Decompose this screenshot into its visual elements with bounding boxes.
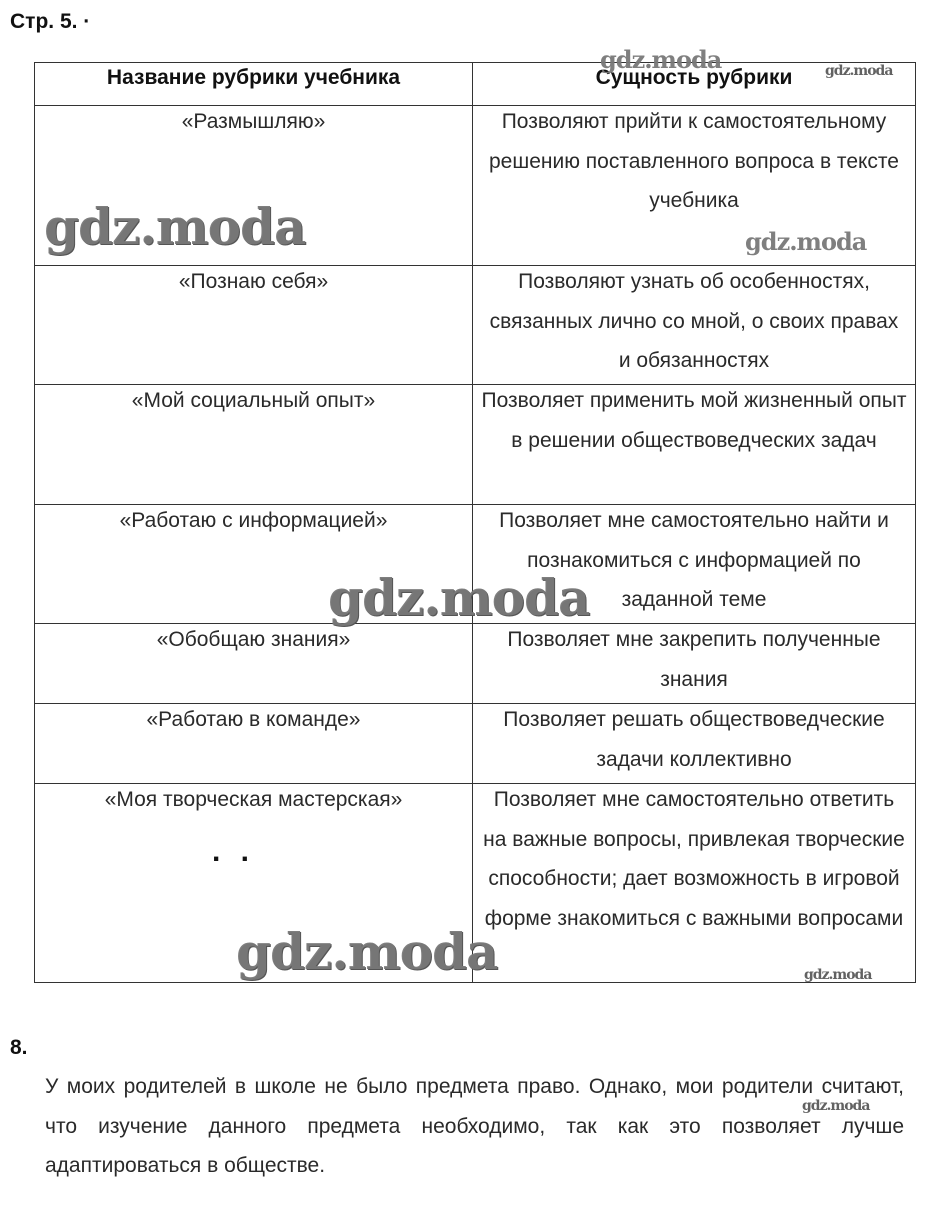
rubric-essence-cell [473, 505, 916, 624]
rubric-name-cell [35, 704, 473, 784]
table-row [35, 106, 916, 266]
rubric-name: «Познаю себя» [178, 270, 329, 293]
rubric-essence-cell [473, 266, 916, 385]
watermark: gdz.moda [745, 227, 867, 256]
rubrics-table [34, 62, 916, 983]
watermark: gdz.moda [44, 197, 306, 256]
watermark: gdz.moda [600, 45, 722, 74]
rubric-name: «Мой социальный опыт» [131, 389, 376, 412]
header-rubric-essence: Сущность рубрики [473, 63, 916, 106]
rubric-essence: Позволяет применить мой жизненный опыт в решении обществоведческих задач [481, 389, 907, 452]
watermark: gdz.moda [804, 967, 872, 983]
table-row [35, 385, 916, 505]
dots-mark: . . [211, 834, 255, 868]
rubric-name-cell [35, 784, 473, 983]
table-row [35, 266, 916, 385]
rubric-essence-cell [473, 385, 916, 505]
rubric-essence: Позволяет мне самостоятельно найти и познакомиться с информацией по заданной теме [499, 509, 889, 611]
rubric-essence: Позволяет решать обществоведческие задачи коллективно [503, 708, 885, 771]
rubric-essence-cell [473, 704, 916, 784]
table-header-row [35, 63, 916, 106]
watermark: gdz.moda [825, 63, 893, 79]
rubric-name-cell [35, 106, 473, 266]
rubric-essence: Позволяет мне закрепить полученные знания [507, 628, 881, 691]
watermark: gdz.moda [236, 922, 498, 981]
rubric-name: «Работаю в команде» [146, 708, 361, 731]
task-answer: У моих родителей в школе не было предмета право. Однако, мои родители считают, что изучение данного предмета необходимо, так как это позволяет лучше адаптироваться в обществе. [45, 1075, 904, 1177]
watermark: gdz.moda [328, 568, 590, 627]
page-label: Стр. 5. · [10, 10, 91, 33]
rubric-essence: Позволяет мне самостоятельно ответить на важные вопросы, привлекая творческие способности; дает возможность в игровой форме знакомиться с важными вопросами [483, 788, 905, 930]
table-row [35, 704, 916, 784]
rubric-essence-cell [473, 784, 916, 983]
rubric-name-cell [35, 385, 473, 505]
table-row [35, 505, 916, 624]
rubric-name-cell [35, 505, 473, 624]
rubric-essence-cell [473, 106, 916, 266]
rubric-name: «Моя творческая мастерская» [104, 788, 403, 811]
rubric-name-cell [35, 624, 473, 704]
watermark: gdz.moda [802, 1098, 870, 1114]
rubric-essence: Позволяют узнать об особенностях, связанных лично со мной, о своих правах и обязанностях [489, 270, 899, 372]
header-rubric-name: Название рубрики учебника [35, 63, 473, 106]
rubric-name: «Работаю с информацией» [119, 509, 388, 532]
table-row [35, 624, 916, 704]
rubric-essence-cell [473, 624, 916, 704]
task-number: 8. [10, 1036, 28, 1059]
rubric-essence: Позволяют прийти к самостоятельному решению поставленного вопроса в тексте учебника [489, 110, 899, 212]
table-row [35, 784, 916, 983]
rubric-name: «Обобщаю знания» [156, 628, 351, 651]
rubric-name: «Размышляю» [181, 110, 326, 133]
rubric-name-cell [35, 266, 473, 385]
